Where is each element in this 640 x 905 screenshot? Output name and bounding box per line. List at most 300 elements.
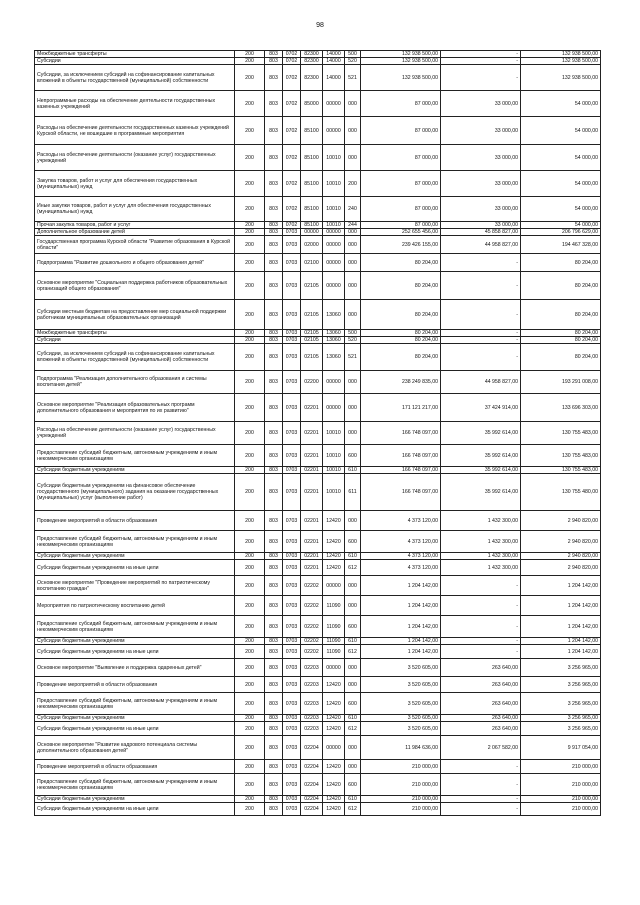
approved-amount: 171 121 217,00 — [361, 394, 441, 422]
executed-amount: - — [441, 58, 521, 65]
section-code: 0703 — [283, 677, 301, 693]
budget-code: 200 — [235, 677, 265, 693]
approved-amount: 238 249 835,00 — [361, 371, 441, 394]
admin-code: 803 — [265, 596, 283, 616]
program-code: 02204 — [301, 774, 323, 796]
admin-code: 803 — [265, 236, 283, 254]
table-row — [35, 576, 601, 596]
row-name: Проведение мероприятий в области образования — [35, 511, 235, 531]
direction-code: 12420 — [323, 722, 345, 736]
table-row — [35, 715, 601, 722]
approved-amount: 87 000,00 — [361, 117, 441, 145]
remaining-amount: 54 000,00 — [521, 197, 601, 222]
executed-amount: 33 000,00 — [441, 145, 521, 171]
remaining-amount: 130 755 480,00 — [521, 474, 601, 511]
section-code: 0703 — [283, 803, 301, 816]
approved-amount: 210 000,00 — [361, 774, 441, 796]
expense-type-code: 520 — [345, 337, 361, 344]
table-row — [35, 145, 601, 171]
program-code: 85100 — [301, 117, 323, 145]
remaining-amount: 130 755 483,00 — [521, 445, 601, 467]
direction-code: 10010 — [323, 145, 345, 171]
section-code: 0703 — [283, 796, 301, 803]
budget-code: 200 — [235, 693, 265, 715]
direction-code: 00000 — [323, 91, 345, 117]
expense-type-code: 600 — [345, 616, 361, 638]
executed-amount: 35 992 614,00 — [441, 474, 521, 511]
expense-type-code: 520 — [345, 58, 361, 65]
section-code: 0703 — [283, 715, 301, 722]
direction-code: 12420 — [323, 511, 345, 531]
admin-code: 803 — [265, 222, 283, 229]
approved-amount: 210 000,00 — [361, 803, 441, 816]
remaining-amount: 3 256 965,00 — [521, 715, 601, 722]
row-name: Субсидии, за исключением субсидий на софинансирование капитальных вложений в объекты государственной (муниципальной) собственности — [35, 65, 235, 91]
budget-code: 200 — [235, 560, 265, 576]
direction-code: 00000 — [323, 736, 345, 760]
row-name: Предоставление субсидий бюджетным, автономным учреждениям и иным некоммерческим организациям — [35, 693, 235, 715]
executed-amount: 45 858 827,00 — [441, 229, 521, 236]
direction-code: 10010 — [323, 445, 345, 467]
budget-code: 200 — [235, 445, 265, 467]
admin-code: 803 — [265, 65, 283, 91]
executed-amount: - — [441, 344, 521, 371]
admin-code: 803 — [265, 344, 283, 371]
section-code: 0703 — [283, 511, 301, 531]
table-row — [35, 422, 601, 445]
section-code: 0703 — [283, 371, 301, 394]
expense-type-code: 000 — [345, 145, 361, 171]
section-code: 0703 — [283, 344, 301, 371]
admin-code: 803 — [265, 445, 283, 467]
direction-code: 13060 — [323, 344, 345, 371]
expense-type-code: 612 — [345, 645, 361, 659]
admin-code: 803 — [265, 659, 283, 677]
program-code: 02201 — [301, 422, 323, 445]
row-name: Субсидии бюджетным учреждениям — [35, 715, 235, 722]
direction-code: 11090 — [323, 638, 345, 645]
direction-code: 12420 — [323, 560, 345, 576]
program-code: 02201 — [301, 445, 323, 467]
remaining-amount: 1 204 142,00 — [521, 596, 601, 616]
expense-type-code: 000 — [345, 117, 361, 145]
admin-code: 803 — [265, 638, 283, 645]
row-name: Субсидии бюджетным учреждениям на иные цели — [35, 803, 235, 816]
expense-type-code: 610 — [345, 638, 361, 645]
row-name: Субсидии бюджетным учреждениям — [35, 467, 235, 474]
row-name: Основное мероприятие "Реализация образовательных программ дополнительного образования и мероприятия по их развитию" — [35, 394, 235, 422]
section-code: 0703 — [283, 394, 301, 422]
remaining-amount: 130 755 483,00 — [521, 467, 601, 474]
admin-code: 803 — [265, 576, 283, 596]
program-code: 02105 — [301, 330, 323, 337]
direction-code: 00000 — [323, 659, 345, 677]
row-name: Основное мероприятие "Развитие кадрового потенциала системы дополнительного образования детей" — [35, 736, 235, 760]
program-code: 02204 — [301, 760, 323, 774]
table-row — [35, 222, 601, 229]
remaining-amount: 210 000,00 — [521, 774, 601, 796]
expense-type-code: 600 — [345, 693, 361, 715]
approved-amount: 4 373 120,00 — [361, 531, 441, 553]
table-row — [35, 511, 601, 531]
row-name: Непрограммные расходы на обеспечение деятельности государственных казенных учреждений — [35, 91, 235, 117]
approved-amount: 80 204,00 — [361, 330, 441, 337]
table-row — [35, 531, 601, 553]
section-code: 0702 — [283, 222, 301, 229]
table-row — [35, 58, 601, 65]
table-row — [35, 51, 601, 58]
approved-amount: 166 748 097,00 — [361, 474, 441, 511]
expense-type-code: 000 — [345, 254, 361, 272]
table-row — [35, 796, 601, 803]
remaining-amount: 210 000,00 — [521, 803, 601, 816]
direction-code: 13060 — [323, 300, 345, 330]
executed-amount: 2 067 582,00 — [441, 736, 521, 760]
program-code: 02105 — [301, 272, 323, 300]
table-row — [35, 474, 601, 511]
budget-code: 200 — [235, 616, 265, 638]
direction-code: 10010 — [323, 222, 345, 229]
row-name: Основное мероприятие "Проведение мероприятий по патриотическому воспитанию граждан" — [35, 576, 235, 596]
program-code: 02204 — [301, 803, 323, 816]
expense-type-code: 612 — [345, 803, 361, 816]
expense-type-code: 000 — [345, 511, 361, 531]
remaining-amount: 210 000,00 — [521, 796, 601, 803]
admin-code: 803 — [265, 467, 283, 474]
expense-type-code: 244 — [345, 222, 361, 229]
executed-amount: 263 640,00 — [441, 722, 521, 736]
section-code: 0703 — [283, 337, 301, 344]
remaining-amount: 2 940 820,00 — [521, 560, 601, 576]
executed-amount: - — [441, 330, 521, 337]
approved-amount: 1 204 142,00 — [361, 638, 441, 645]
budget-table-body — [35, 51, 601, 816]
executed-amount: - — [441, 645, 521, 659]
budget-code: 200 — [235, 344, 265, 371]
admin-code: 803 — [265, 715, 283, 722]
program-code: 02202 — [301, 638, 323, 645]
budget-code: 200 — [235, 197, 265, 222]
expense-type-code: 200 — [345, 171, 361, 197]
admin-code: 803 — [265, 51, 283, 58]
remaining-amount: 2 940 820,00 — [521, 511, 601, 531]
expense-type-code: 600 — [345, 774, 361, 796]
executed-amount: 44 958 827,00 — [441, 371, 521, 394]
section-code: 0703 — [283, 474, 301, 511]
budget-code: 200 — [235, 254, 265, 272]
remaining-amount: 80 204,00 — [521, 337, 601, 344]
executed-amount: - — [441, 760, 521, 774]
program-code: 85100 — [301, 145, 323, 171]
remaining-amount: 2 940 820,00 — [521, 553, 601, 560]
row-name: Подпрограмма "Развитие дошкольного и общего образования детей" — [35, 254, 235, 272]
section-code: 0703 — [283, 645, 301, 659]
direction-code: 14000 — [323, 58, 345, 65]
budget-code: 200 — [235, 236, 265, 254]
program-code: 85100 — [301, 197, 323, 222]
program-code: 02202 — [301, 576, 323, 596]
expense-type-code: 500 — [345, 330, 361, 337]
program-code: 02201 — [301, 474, 323, 511]
direction-code: 10010 — [323, 197, 345, 222]
admin-code: 803 — [265, 645, 283, 659]
budget-code: 200 — [235, 474, 265, 511]
program-code: 02100 — [301, 254, 323, 272]
program-code: 02000 — [301, 236, 323, 254]
approved-amount: 1 204 142,00 — [361, 596, 441, 616]
section-code: 0703 — [283, 300, 301, 330]
approved-amount: 3 520 605,00 — [361, 715, 441, 722]
program-code: 02201 — [301, 467, 323, 474]
budget-code: 200 — [235, 117, 265, 145]
executed-amount: 263 640,00 — [441, 693, 521, 715]
admin-code: 803 — [265, 229, 283, 236]
row-name: Субсидии местным бюджетам на предоставление мер социальной поддержки работникам муниципальных образовательных организаций — [35, 300, 235, 330]
admin-code: 803 — [265, 300, 283, 330]
section-code: 0703 — [283, 560, 301, 576]
expense-type-code: 600 — [345, 531, 361, 553]
admin-code: 803 — [265, 796, 283, 803]
expense-type-code: 000 — [345, 229, 361, 236]
remaining-amount: 210 000,00 — [521, 760, 601, 774]
section-code: 0702 — [283, 91, 301, 117]
budget-code: 200 — [235, 803, 265, 816]
executed-amount: 1 432 300,00 — [441, 531, 521, 553]
budget-code: 200 — [235, 272, 265, 300]
remaining-amount: 54 000,00 — [521, 117, 601, 145]
executed-amount: 33 000,00 — [441, 91, 521, 117]
row-name: Субсидии бюджетным учреждениям — [35, 796, 235, 803]
table-row — [35, 467, 601, 474]
budget-code: 200 — [235, 638, 265, 645]
budget-code: 200 — [235, 300, 265, 330]
direction-code: 12420 — [323, 760, 345, 774]
remaining-amount: 1 204 142,00 — [521, 616, 601, 638]
approved-amount: 87 000,00 — [361, 222, 441, 229]
budget-code: 200 — [235, 553, 265, 560]
direction-code: 10010 — [323, 467, 345, 474]
budget-code: 200 — [235, 58, 265, 65]
approved-amount: 166 748 097,00 — [361, 445, 441, 467]
executed-amount: - — [441, 796, 521, 803]
remaining-amount: 3 256 965,00 — [521, 659, 601, 677]
direction-code: 12420 — [323, 677, 345, 693]
remaining-amount: 80 204,00 — [521, 330, 601, 337]
table-row — [35, 272, 601, 300]
direction-code: 10010 — [323, 474, 345, 511]
table-row — [35, 774, 601, 796]
executed-amount: - — [441, 337, 521, 344]
executed-amount: - — [441, 576, 521, 596]
direction-code: 12420 — [323, 531, 345, 553]
section-code: 0703 — [283, 736, 301, 760]
section-code: 0703 — [283, 229, 301, 236]
row-name: Предоставление субсидий бюджетным, автономным учреждениям и иным некоммерческим организациям — [35, 531, 235, 553]
section-code: 0703 — [283, 254, 301, 272]
program-code: 85100 — [301, 222, 323, 229]
row-name: Мероприятия по патриотическому воспитанию детей — [35, 596, 235, 616]
row-name: Предоставление субсидий бюджетным, автономным учреждениям и иным некоммерческим организациям — [35, 774, 235, 796]
program-code: 02202 — [301, 596, 323, 616]
budget-code: 200 — [235, 145, 265, 171]
expense-type-code: 610 — [345, 553, 361, 560]
table-row — [35, 254, 601, 272]
budget-code: 200 — [235, 91, 265, 117]
admin-code: 803 — [265, 394, 283, 422]
executed-amount: 1 432 300,00 — [441, 511, 521, 531]
remaining-amount: 132 938 500,00 — [521, 65, 601, 91]
budget-code: 200 — [235, 645, 265, 659]
program-code: 02201 — [301, 553, 323, 560]
direction-code: 12420 — [323, 774, 345, 796]
section-code: 0703 — [283, 616, 301, 638]
remaining-amount: 80 204,00 — [521, 254, 601, 272]
program-code: 02105 — [301, 344, 323, 371]
direction-code: 00000 — [323, 394, 345, 422]
approved-amount: 87 000,00 — [361, 171, 441, 197]
section-code: 0703 — [283, 693, 301, 715]
program-code: 02203 — [301, 693, 323, 715]
admin-code: 803 — [265, 272, 283, 300]
table-row — [35, 229, 601, 236]
program-code: 85100 — [301, 171, 323, 197]
row-name: Государственная программа Курской области "Развитие образования в Курской области" — [35, 236, 235, 254]
expense-type-code: 000 — [345, 659, 361, 677]
row-name: Основное мероприятие "Выявление и поддержка одаренных детей" — [35, 659, 235, 677]
remaining-amount: 133 696 303,00 — [521, 394, 601, 422]
expense-type-code: 612 — [345, 560, 361, 576]
admin-code: 803 — [265, 474, 283, 511]
table-row — [35, 616, 601, 638]
admin-code: 803 — [265, 117, 283, 145]
approved-amount: 87 000,00 — [361, 145, 441, 171]
executed-amount: - — [441, 774, 521, 796]
expense-type-code: 000 — [345, 422, 361, 445]
approved-amount: 80 204,00 — [361, 272, 441, 300]
executed-amount: - — [441, 51, 521, 58]
direction-code: 00000 — [323, 236, 345, 254]
executed-amount: 33 000,00 — [441, 171, 521, 197]
program-code: 02105 — [301, 300, 323, 330]
executed-amount: - — [441, 272, 521, 300]
approved-amount: 80 204,00 — [361, 300, 441, 330]
remaining-amount: 130 755 483,00 — [521, 422, 601, 445]
admin-code: 803 — [265, 736, 283, 760]
admin-code: 803 — [265, 422, 283, 445]
approved-amount: 1 204 142,00 — [361, 616, 441, 638]
program-code: 02200 — [301, 371, 323, 394]
budget-code: 200 — [235, 65, 265, 91]
expense-type-code: 521 — [345, 65, 361, 91]
table-row — [35, 117, 601, 145]
table-row — [35, 337, 601, 344]
page-number: 98 — [316, 22, 324, 29]
approved-amount: 3 520 605,00 — [361, 677, 441, 693]
section-code: 0702 — [283, 58, 301, 65]
budget-code: 200 — [235, 774, 265, 796]
executed-amount: - — [441, 300, 521, 330]
budget-code: 200 — [235, 576, 265, 596]
direction-code: 12420 — [323, 553, 345, 560]
row-name: Основное мероприятие "Социальная поддержка работников образовательных организаций общего образования" — [35, 272, 235, 300]
approved-amount: 1 204 142,00 — [361, 576, 441, 596]
executed-amount: - — [441, 616, 521, 638]
remaining-amount: 1 204 142,00 — [521, 638, 601, 645]
expense-type-code: 611 — [345, 474, 361, 511]
executed-amount: 44 958 827,00 — [441, 236, 521, 254]
program-code: 02203 — [301, 677, 323, 693]
remaining-amount: 1 204 142,00 — [521, 576, 601, 596]
budget-code: 200 — [235, 796, 265, 803]
expense-type-code: 610 — [345, 715, 361, 722]
expense-type-code: 000 — [345, 371, 361, 394]
table-row — [35, 760, 601, 774]
budget-code: 200 — [235, 422, 265, 445]
approved-amount: 132 938 500,00 — [361, 65, 441, 91]
executed-amount: - — [441, 638, 521, 645]
budget-code: 200 — [235, 171, 265, 197]
table-row — [35, 553, 601, 560]
remaining-amount: 80 204,00 — [521, 272, 601, 300]
table-row — [35, 736, 601, 760]
table-row — [35, 445, 601, 467]
section-code: 0703 — [283, 774, 301, 796]
row-name: Субсидии бюджетным учреждениям на иные цели — [35, 645, 235, 659]
table-row — [35, 300, 601, 330]
admin-code: 803 — [265, 677, 283, 693]
budget-code: 200 — [235, 531, 265, 553]
program-code: 02202 — [301, 645, 323, 659]
admin-code: 803 — [265, 803, 283, 816]
row-name: Субсидии, за исключением субсидий на софинансирование капитальных вложений в объекты государственной (муниципальной) собственности — [35, 344, 235, 371]
budget-code: 200 — [235, 760, 265, 774]
approved-amount: 210 000,00 — [361, 796, 441, 803]
budget-code: 200 — [235, 722, 265, 736]
row-name: Субсидии — [35, 58, 235, 65]
table-row — [35, 693, 601, 715]
row-name: Межбюджетные трансферты — [35, 51, 235, 58]
section-code: 0703 — [283, 422, 301, 445]
direction-code: 00000 — [323, 272, 345, 300]
budget-code: 200 — [235, 330, 265, 337]
section-code: 0703 — [283, 467, 301, 474]
direction-code: 12420 — [323, 715, 345, 722]
budget-code: 200 — [235, 51, 265, 58]
budget-code: 200 — [235, 371, 265, 394]
approved-amount: 80 204,00 — [361, 254, 441, 272]
direction-code: 14000 — [323, 51, 345, 58]
program-code: 82300 — [301, 51, 323, 58]
direction-code: 00000 — [323, 117, 345, 145]
table-row — [35, 596, 601, 616]
program-code: 02203 — [301, 715, 323, 722]
approved-amount: 132 938 500,00 — [361, 51, 441, 58]
admin-code: 803 — [265, 511, 283, 531]
direction-code: 13060 — [323, 330, 345, 337]
section-code: 0702 — [283, 65, 301, 91]
executed-amount: 263 640,00 — [441, 715, 521, 722]
direction-code: 13060 — [323, 337, 345, 344]
approved-amount: 87 000,00 — [361, 91, 441, 117]
section-code: 0703 — [283, 330, 301, 337]
remaining-amount: 9 917 054,00 — [521, 736, 601, 760]
table-row — [35, 197, 601, 222]
program-code: 00000 — [301, 229, 323, 236]
admin-code: 803 — [265, 171, 283, 197]
program-code: 82300 — [301, 58, 323, 65]
admin-code: 803 — [265, 553, 283, 560]
approved-amount: 4 373 120,00 — [361, 511, 441, 531]
